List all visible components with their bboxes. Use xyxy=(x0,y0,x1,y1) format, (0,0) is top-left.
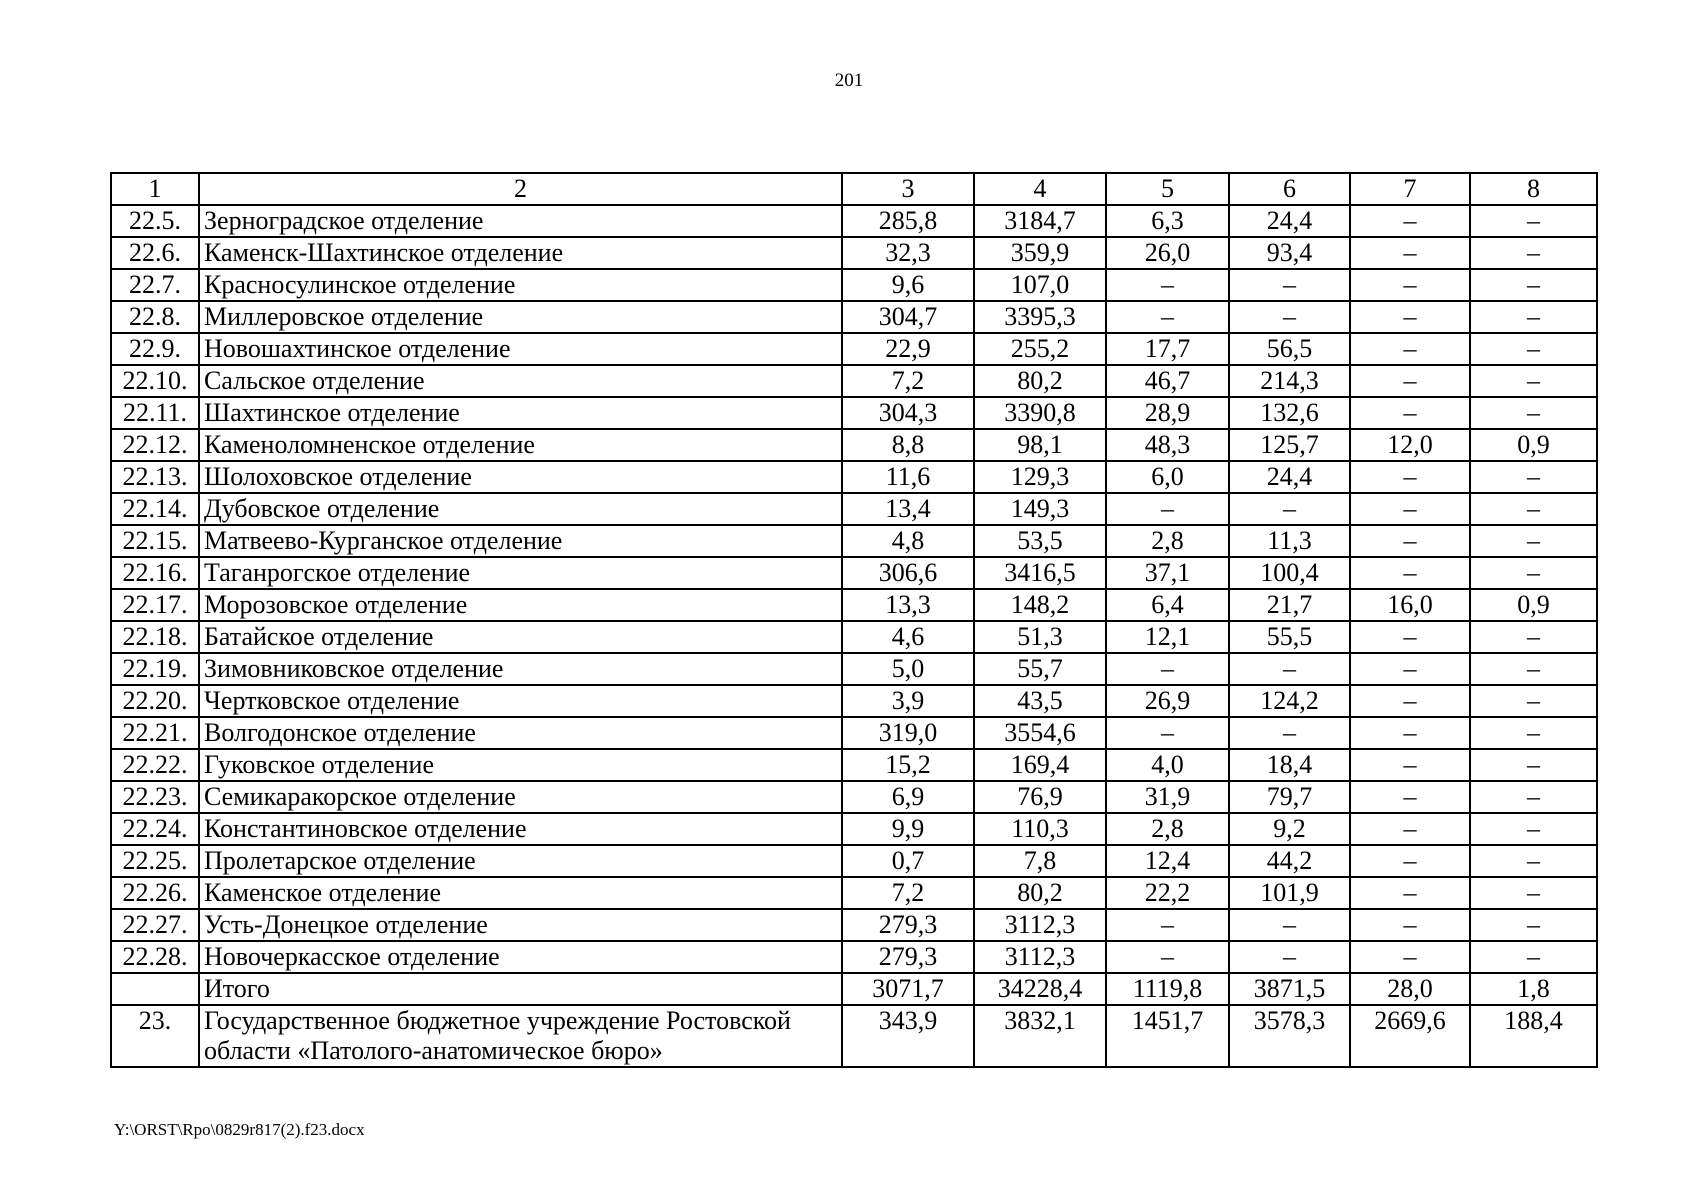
col5-value: 28,9 xyxy=(1106,397,1229,429)
table-row xyxy=(111,1005,1597,1067)
col5-value: 31,9 xyxy=(1106,781,1229,813)
row-name: Семикаракорское отделение xyxy=(199,781,842,813)
col6-value: – xyxy=(1229,717,1350,749)
col7-value: – xyxy=(1350,525,1470,557)
total-row xyxy=(111,973,1597,1005)
col4-value: 3112,3 xyxy=(974,941,1106,973)
col6-value: – xyxy=(1229,653,1350,685)
col5-value: 6,3 xyxy=(1106,205,1229,237)
col6-value: 101,9 xyxy=(1229,877,1350,909)
col8-value: – xyxy=(1470,493,1597,525)
col7-value: – xyxy=(1350,205,1470,237)
table-row xyxy=(111,237,1597,269)
col3-value: 0,7 xyxy=(842,845,974,877)
col5-value: 22,2 xyxy=(1106,877,1229,909)
row-name: Зимовниковское отделение xyxy=(199,653,842,685)
row-name: Шолоховское отделение xyxy=(199,461,842,493)
row-name: Волгодонское отделение xyxy=(199,717,842,749)
table-row xyxy=(111,877,1597,909)
col5-value: 48,3 xyxy=(1106,429,1229,461)
table-row xyxy=(111,525,1597,557)
col4-value: 255,2 xyxy=(974,333,1106,365)
row-number: 22.27. xyxy=(111,909,199,941)
col7-value: – xyxy=(1350,653,1470,685)
col4-value: 3554,6 xyxy=(974,717,1106,749)
row-number: 22.23. xyxy=(111,781,199,813)
row-name: Каменоломненское отделение xyxy=(199,429,842,461)
row-number: 22.8. xyxy=(111,301,199,333)
col6-value: 3871,5 xyxy=(1229,973,1350,1005)
row-number: 22.17. xyxy=(111,589,199,621)
col6-value: 9,2 xyxy=(1229,813,1350,845)
row-number: 22.9. xyxy=(111,333,199,365)
col3-value: 304,7 xyxy=(842,301,974,333)
col5-value: – xyxy=(1106,493,1229,525)
row-name: Константиновское отделение xyxy=(199,813,842,845)
row-name: Государственное бюджетное учреждение Ростовской области «Патолого-анатомическое бюро» xyxy=(199,1005,842,1067)
col4-value: 149,3 xyxy=(974,493,1106,525)
footer-file-path: Y:\ORST\Rpo\0829r817(2).f23.docx xyxy=(114,1120,365,1139)
row-name: Батайское отделение xyxy=(199,621,842,653)
header-cell: 7 xyxy=(1350,173,1470,205)
col6-value: 79,7 xyxy=(1229,781,1350,813)
header-cell: 2 xyxy=(199,173,842,205)
col3-value: 343,9 xyxy=(842,1005,974,1067)
col8-value: – xyxy=(1470,749,1597,781)
col6-value: – xyxy=(1229,909,1350,941)
col6-value: 24,4 xyxy=(1229,461,1350,493)
col3-value: 7,2 xyxy=(842,365,974,397)
col7-value: – xyxy=(1350,909,1470,941)
table-row xyxy=(111,685,1597,717)
col7-value: 16,0 xyxy=(1350,589,1470,621)
col3-value: 32,3 xyxy=(842,237,974,269)
table-row xyxy=(111,429,1597,461)
col7-value: – xyxy=(1350,333,1470,365)
row-number: 22.13. xyxy=(111,461,199,493)
row-name: Таганрогское отделение xyxy=(199,557,842,589)
col6-value: 214,3 xyxy=(1229,365,1350,397)
col4-value: 110,3 xyxy=(974,813,1106,845)
col6-value: 44,2 xyxy=(1229,845,1350,877)
table-row xyxy=(111,813,1597,845)
row-number: 22.21. xyxy=(111,717,199,749)
col8-value: – xyxy=(1470,525,1597,557)
col4-value: 80,2 xyxy=(974,877,1106,909)
table-row xyxy=(111,749,1597,781)
col5-value: 12,1 xyxy=(1106,621,1229,653)
col3-value: 4,8 xyxy=(842,525,974,557)
col4-value: 76,9 xyxy=(974,781,1106,813)
header-cell: 4 xyxy=(974,173,1106,205)
col3-value: 13,4 xyxy=(842,493,974,525)
row-number: 22.7. xyxy=(111,269,199,301)
col5-value: 17,7 xyxy=(1106,333,1229,365)
row-number: 23. xyxy=(111,1005,199,1067)
row-name: Шахтинское отделение xyxy=(199,397,842,429)
col5-value: 2,8 xyxy=(1106,525,1229,557)
col6-value: 11,3 xyxy=(1229,525,1350,557)
col7-value: – xyxy=(1350,845,1470,877)
table-row xyxy=(111,845,1597,877)
row-number: 22.12. xyxy=(111,429,199,461)
row-name: Дубовское отделение xyxy=(199,493,842,525)
col5-value: 6,4 xyxy=(1106,589,1229,621)
table-row xyxy=(111,653,1597,685)
col7-value: 12,0 xyxy=(1350,429,1470,461)
col3-value: 9,9 xyxy=(842,813,974,845)
row-number: 22.24. xyxy=(111,813,199,845)
col6-value: 24,4 xyxy=(1229,205,1350,237)
col6-value: 55,5 xyxy=(1229,621,1350,653)
col5-value: 26,9 xyxy=(1106,685,1229,717)
table-row xyxy=(111,909,1597,941)
col6-value: 21,7 xyxy=(1229,589,1350,621)
col3-value: 8,8 xyxy=(842,429,974,461)
col3-value: 3,9 xyxy=(842,685,974,717)
row-number: 22.15. xyxy=(111,525,199,557)
col4-value: 7,8 xyxy=(974,845,1106,877)
col3-value: 7,2 xyxy=(842,877,974,909)
col6-value: – xyxy=(1229,941,1350,973)
col5-value: – xyxy=(1106,941,1229,973)
row-name: Чертковское отделение xyxy=(199,685,842,717)
row-name: Гуковское отделение xyxy=(199,749,842,781)
col8-value: – xyxy=(1470,333,1597,365)
row-number: 22.14. xyxy=(111,493,199,525)
col3-value: 5,0 xyxy=(842,653,974,685)
col3-value: 306,6 xyxy=(842,557,974,589)
table-row xyxy=(111,621,1597,653)
row-name: Матвеево-Курганское отделение xyxy=(199,525,842,557)
row-name: Каменское отделение xyxy=(199,877,842,909)
row-name: Новочеркасское отделение xyxy=(199,941,842,973)
col5-value: 1451,7 xyxy=(1106,1005,1229,1067)
row-number: 22.11. xyxy=(111,397,199,429)
col3-value: 285,8 xyxy=(842,205,974,237)
col7-value: – xyxy=(1350,941,1470,973)
header-cell: 5 xyxy=(1106,173,1229,205)
row-number: 22.18. xyxy=(111,621,199,653)
col5-value: – xyxy=(1106,301,1229,333)
table-row xyxy=(111,941,1597,973)
col3-value: 6,9 xyxy=(842,781,974,813)
col5-value: – xyxy=(1106,269,1229,301)
col4-value: 3112,3 xyxy=(974,909,1106,941)
col6-value: 3578,3 xyxy=(1229,1005,1350,1067)
col8-value: – xyxy=(1470,909,1597,941)
col5-value: – xyxy=(1106,653,1229,685)
col8-value: 1,8 xyxy=(1470,973,1597,1005)
data-table xyxy=(110,172,1598,1068)
table-row xyxy=(111,269,1597,301)
col8-value: 188,4 xyxy=(1470,1005,1597,1067)
row-number: 22.28. xyxy=(111,941,199,973)
col8-value: – xyxy=(1470,877,1597,909)
col6-value: 18,4 xyxy=(1229,749,1350,781)
col7-value: – xyxy=(1350,557,1470,589)
col4-value: 3390,8 xyxy=(974,397,1106,429)
col6-value: 124,2 xyxy=(1229,685,1350,717)
page-number: 201 xyxy=(834,70,864,91)
row-name: Зерноградское отделение xyxy=(199,205,842,237)
col8-value: – xyxy=(1470,205,1597,237)
row-name: Каменск-Шахтинское отделение xyxy=(199,237,842,269)
col7-value: – xyxy=(1350,877,1470,909)
col7-value: – xyxy=(1350,301,1470,333)
col5-value: 12,4 xyxy=(1106,845,1229,877)
row-number: 22.5. xyxy=(111,205,199,237)
table-row xyxy=(111,397,1597,429)
col8-value: – xyxy=(1470,397,1597,429)
col8-value: – xyxy=(1470,237,1597,269)
col3-value: 22,9 xyxy=(842,333,974,365)
row-name: Морозовское отделение xyxy=(199,589,842,621)
row-name: Новошахтинское отделение xyxy=(199,333,842,365)
col4-value: 34228,4 xyxy=(974,973,1106,1005)
col6-value: 100,4 xyxy=(1229,557,1350,589)
col4-value: 80,2 xyxy=(974,365,1106,397)
col3-value: 11,6 xyxy=(842,461,974,493)
col8-value: – xyxy=(1470,653,1597,685)
row-name: Миллеровское отделение xyxy=(199,301,842,333)
col5-value: 4,0 xyxy=(1106,749,1229,781)
row-number: 22.19. xyxy=(111,653,199,685)
col6-value: – xyxy=(1229,269,1350,301)
header-cell: 8 xyxy=(1470,173,1597,205)
col6-value: 93,4 xyxy=(1229,237,1350,269)
col7-value: – xyxy=(1350,685,1470,717)
col5-value: 26,0 xyxy=(1106,237,1229,269)
col7-value: – xyxy=(1350,493,1470,525)
table-row xyxy=(111,589,1597,621)
table-row xyxy=(111,301,1597,333)
table-row xyxy=(111,333,1597,365)
row-number: 22.6. xyxy=(111,237,199,269)
col7-value: – xyxy=(1350,237,1470,269)
row-name: Усть-Донецкое отделение xyxy=(199,909,842,941)
col4-value: 98,1 xyxy=(974,429,1106,461)
col8-value: – xyxy=(1470,845,1597,877)
table-row xyxy=(111,493,1597,525)
header-cell: 1 xyxy=(111,173,199,205)
col6-value: 132,6 xyxy=(1229,397,1350,429)
col7-value: – xyxy=(1350,397,1470,429)
col3-value: 9,6 xyxy=(842,269,974,301)
col6-value: – xyxy=(1229,493,1350,525)
col5-value: – xyxy=(1106,717,1229,749)
row-name: Красносулинское отделение xyxy=(199,269,842,301)
col4-value: 3184,7 xyxy=(974,205,1106,237)
col7-value: – xyxy=(1350,461,1470,493)
col8-value: – xyxy=(1470,557,1597,589)
table-row xyxy=(111,557,1597,589)
col8-value: – xyxy=(1470,269,1597,301)
row-number: 22.25. xyxy=(111,845,199,877)
col8-value: – xyxy=(1470,813,1597,845)
col7-value: 28,0 xyxy=(1350,973,1470,1005)
col5-value: – xyxy=(1106,909,1229,941)
col3-value: 279,3 xyxy=(842,909,974,941)
col6-value: 125,7 xyxy=(1229,429,1350,461)
col7-value: – xyxy=(1350,621,1470,653)
col6-value: – xyxy=(1229,301,1350,333)
col4-value: 43,5 xyxy=(974,685,1106,717)
col4-value: 107,0 xyxy=(974,269,1106,301)
row-name: Итого xyxy=(199,973,842,1005)
col4-value: 359,9 xyxy=(974,237,1106,269)
col8-value: 0,9 xyxy=(1470,589,1597,621)
col8-value: 0,9 xyxy=(1470,429,1597,461)
col4-value: 129,3 xyxy=(974,461,1106,493)
table-row xyxy=(111,205,1597,237)
row-number: 22.20. xyxy=(111,685,199,717)
col5-value: 1119,8 xyxy=(1106,973,1229,1005)
col7-value: – xyxy=(1350,269,1470,301)
row-number xyxy=(111,973,199,1005)
col3-value: 13,3 xyxy=(842,589,974,621)
col5-value: 6,0 xyxy=(1106,461,1229,493)
table-row xyxy=(111,461,1597,493)
row-number: 22.16. xyxy=(111,557,199,589)
col4-value: 3416,5 xyxy=(974,557,1106,589)
table-header-row xyxy=(111,173,1597,205)
col8-value: – xyxy=(1470,461,1597,493)
col3-value: 15,2 xyxy=(842,749,974,781)
col8-value: – xyxy=(1470,717,1597,749)
row-name: Пролетарское отделение xyxy=(199,845,842,877)
table-row xyxy=(111,365,1597,397)
col6-value: 56,5 xyxy=(1229,333,1350,365)
col7-value: – xyxy=(1350,813,1470,845)
col4-value: 148,2 xyxy=(974,589,1106,621)
col3-value: 279,3 xyxy=(842,941,974,973)
col4-value: 55,7 xyxy=(974,653,1106,685)
col8-value: – xyxy=(1470,941,1597,973)
col7-value: 2669,6 xyxy=(1350,1005,1470,1067)
col4-value: 169,4 xyxy=(974,749,1106,781)
col4-value: 53,5 xyxy=(974,525,1106,557)
col3-value: 4,6 xyxy=(842,621,974,653)
col5-value: 2,8 xyxy=(1106,813,1229,845)
col5-value: 37,1 xyxy=(1106,557,1229,589)
col8-value: – xyxy=(1470,301,1597,333)
row-number: 22.10. xyxy=(111,365,199,397)
col4-value: 51,3 xyxy=(974,621,1106,653)
col4-value: 3832,1 xyxy=(974,1005,1106,1067)
header-cell: 3 xyxy=(842,173,974,205)
col7-value: – xyxy=(1350,781,1470,813)
col3-value: 304,3 xyxy=(842,397,974,429)
col8-value: – xyxy=(1470,365,1597,397)
table-row xyxy=(111,781,1597,813)
col8-value: – xyxy=(1470,781,1597,813)
col8-value: – xyxy=(1470,621,1597,653)
row-name: Сальское отделение xyxy=(199,365,842,397)
col7-value: – xyxy=(1350,717,1470,749)
table-row xyxy=(111,717,1597,749)
row-number: 22.22. xyxy=(111,749,199,781)
row-number: 22.26. xyxy=(111,877,199,909)
col3-value: 3071,7 xyxy=(842,973,974,1005)
col7-value: – xyxy=(1350,365,1470,397)
col5-value: 46,7 xyxy=(1106,365,1229,397)
header-cell: 6 xyxy=(1229,173,1350,205)
col3-value: 319,0 xyxy=(842,717,974,749)
col7-value: – xyxy=(1350,749,1470,781)
col4-value: 3395,3 xyxy=(974,301,1106,333)
col8-value: – xyxy=(1470,685,1597,717)
